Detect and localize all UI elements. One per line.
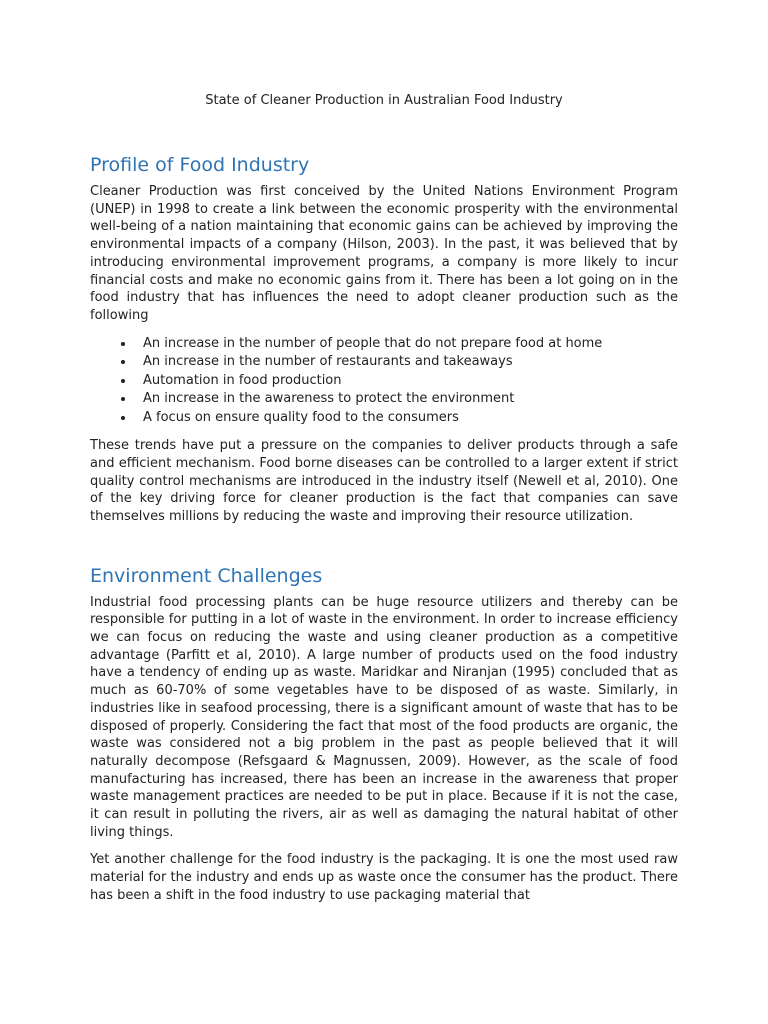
- section-heading-environment: Environment Challenges: [90, 564, 323, 587]
- section-spacer: [90, 536, 678, 564]
- profile-paragraph-1: Cleaner Production was first conceived by the United Nations Environment Program (UNEP) in 1998 to create a link between the economic prosperity with the environmental well-being of a nation maintaining that economic gains can be achieved by improving the environmental impacts of a company (Hilson, 2003). In the past, it was believed that by introducing environmental improvement programs, a company is more likely to incur financial costs and make no economic gains from it. There has been a lot going on in the food industry that has influences the need to adopt cleaner production such as the following: [90, 184, 678, 323]
- bullet-item: • An increase in the number of people that do not prepare food at home: [135, 335, 678, 354]
- bullet-item: • An increase in the awareness to protect the environment: [135, 390, 678, 409]
- bullet-item: • An increase in the number of restaurants and takeaways: [135, 353, 678, 372]
- bullet-item: • Automation in food production: [135, 372, 678, 391]
- document-title: State of Cleaner Production in Australian Food Industry: [205, 93, 563, 108]
- profile-paragraph-2: These trends have put a pressure on the companies to deliver products through a safe and efficient mechanism. Food borne diseases can be controlled to a larger extent if strict quality control mechanisms are introduced in the industry itself (Newell et al, 2010). One of the key driving force for cleaner production is the fact that companies can save themselves millions by reducing the waste and improving their resource utilization.: [90, 438, 678, 524]
- environment-paragraph-1: Industrial food processing plants can be huge resource utilizers and thereby can be responsible for putting in a lot of waste in the environment. In order to increase efficiency we can focus on reducing the waste and using cleaner production as a competitive advantage (Parfitt et al, 2010). A large number of products used on the food industry have a tendency of ending up as waste. Maridkar and Niranjan (1995) concluded that as much as 60-70% of some vegetables have to be disposed of as waste. Similarly, in industries like in seafood processing, there is a significant amount of waste that has to be disposed of properly. Considering the fact that most of the food products are organic, the waste was considered not a big problem in the past as people believed that it will naturally decompose (Refsgaard & Magnussen, 2009). However, as the scale of food manufacturing has increased, there has been an increase in the awareness that proper waste management practices are needed to be put in place. Because if it is not the case, it can result in polluting the rivers, air as well as damaging the natural habitat of other living things.: [90, 594, 678, 840]
- section-heading-profile: Profile of Food Industry: [90, 154, 310, 176]
- bullet-item: • A focus on ensure quality food to the consumers: [135, 409, 678, 428]
- profile-bullet-list: [90, 335, 678, 428]
- environment-paragraph-2: Yet another challenge for the food industry is the packaging. It is one the most used raw material for the industry and ends up as waste once the consumer has the product. There has been a shift in the food industry to use packaging material that: [90, 852, 678, 903]
